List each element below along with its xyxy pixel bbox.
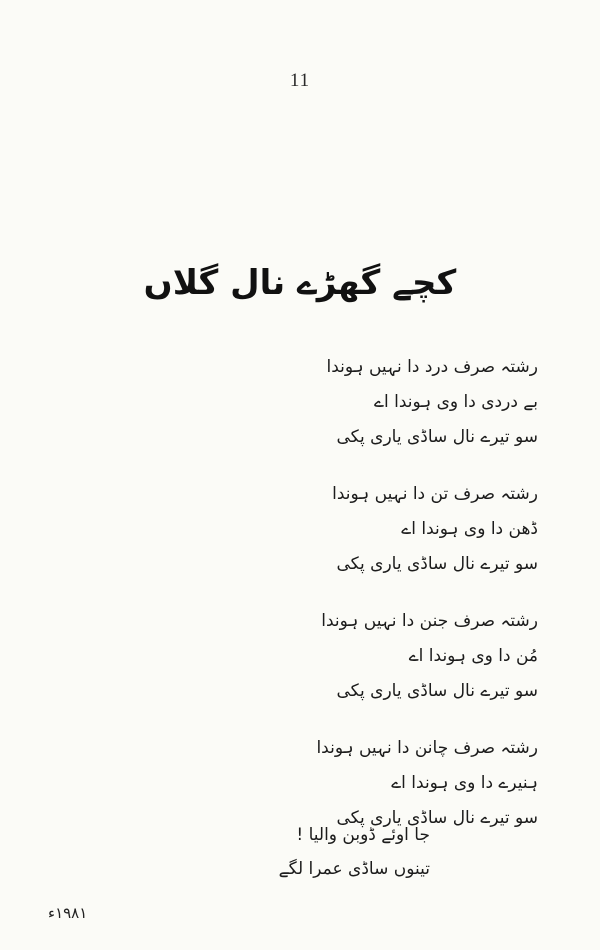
- stanza-3: [118, 604, 538, 709]
- poem-line: رشتہ صرف جنن دا نہیں ہوندا: [321, 611, 538, 631]
- coda-line: جا اوئے ڈوبن والیا !: [296, 825, 430, 845]
- page-number: 11: [289, 70, 311, 91]
- poem-line: رشتہ صرف چانن دا نہیں ہوندا: [316, 738, 538, 758]
- publication-year: ۱۹۸۱ء: [48, 904, 88, 922]
- coda-line: تینوں ساڈی عمرا لگے: [278, 859, 430, 879]
- poem-line: رشتہ صرف تن دا نہیں ہوندا: [332, 484, 538, 504]
- poem-line: بے دردی دا وی ہوندا اے: [374, 392, 538, 412]
- poem-line: سو تیرے نال ساڈی یاری پکی: [336, 427, 538, 447]
- poem-coda: [279, 818, 430, 886]
- stanza-1: [118, 350, 538, 455]
- poem-title: کچے گھڑے نال گلاں: [143, 263, 457, 303]
- stanza-2: [118, 477, 538, 582]
- poem-line: رشتہ صرف درد دا نہیں ہوندا: [326, 357, 538, 377]
- poem-line: سو تیرے نال ساڈی یاری پکی: [336, 808, 538, 828]
- poem-line: ڈھن دا وی ہوندا اے: [401, 519, 538, 539]
- poem-line: سو تیرے نال ساڈی یاری پکی: [336, 681, 538, 701]
- poem-line: سو تیرے نال ساڈی یاری پکی: [336, 554, 538, 574]
- poem-body: [118, 350, 538, 858]
- poem-line: مُن دا وی ہوندا اے: [408, 646, 538, 666]
- poem-line: ہنیرے دا وی ہوندا اے: [391, 773, 538, 793]
